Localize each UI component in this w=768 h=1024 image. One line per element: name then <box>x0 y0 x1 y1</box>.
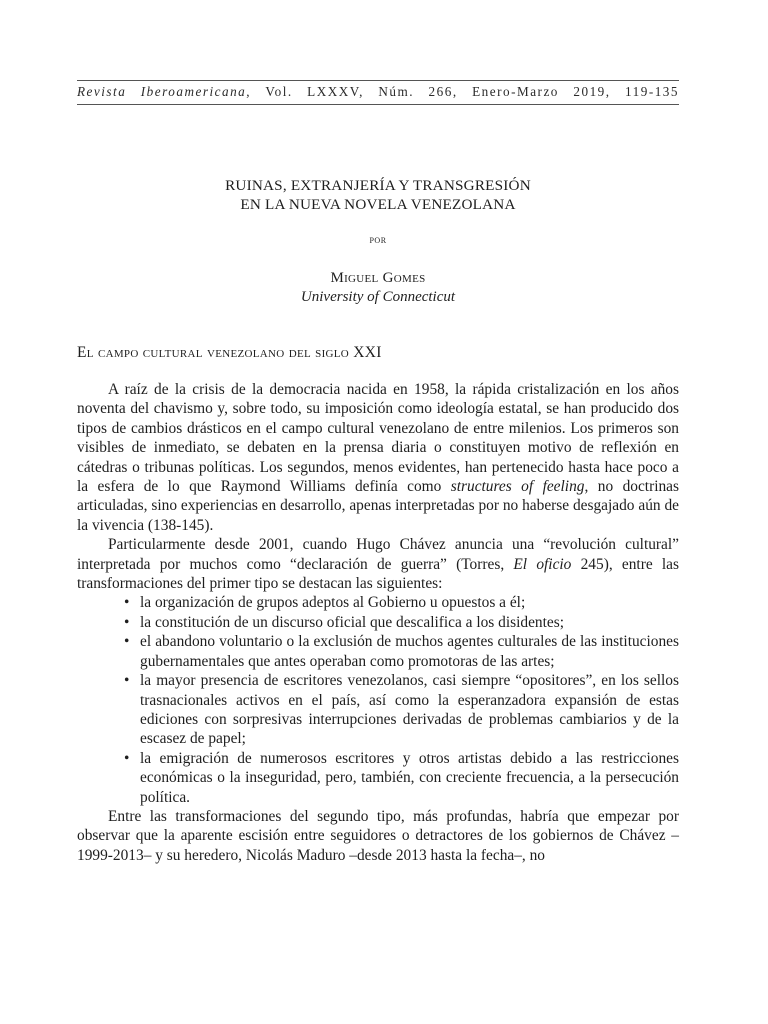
paragraph-2 <box>77 535 679 593</box>
paragraph-3: Entre las transformaciones del segundo tipo, más profundas, habría que empezar por observar que la aparente escisión entre seguidores o detractores de los gobiernos de Chávez –1999-2013– y su heredero, Nicolás Maduro –desde 2013 hasta la fecha–, no <box>77 807 679 864</box>
paragraph-2-italic: El oficio <box>513 555 572 573</box>
journal-name: Revista Iberoamericana <box>77 84 247 99</box>
issue-details: , Vol. LXXXV, Núm. 266, Enero-Marzo 2019, 119-135 <box>246 84 679 99</box>
article-body <box>77 380 679 865</box>
paragraph-2-text-b: 245), entre las transformaciones del primer tipo se destacan las siguientes: <box>77 555 679 593</box>
list-item: • la organización de grupos adeptos al Gobierno u opuestos a él; <box>140 593 679 612</box>
header-rule-bottom <box>77 104 679 105</box>
article-title <box>77 176 679 214</box>
transformations-list <box>77 593 679 806</box>
list-item: • la mayor presencia de escritores venezolanos, casi siempre “opositores”, en los sellos trasnacionales activos en el país, así como la esperanzadora expansión de estas ediciones con sorpresivas interrupciones derivadas de problemas cambiarios y de la escasez de papel; <box>140 671 679 749</box>
section-heading: El campo cultural venezolano del siglo XXI <box>77 344 382 361</box>
author-name: Miguel Gomes <box>330 270 426 286</box>
title-line-2: EN LA NUEVA NOVELA VENEZOLANA <box>240 196 516 213</box>
paragraph-1-text-b: , no doctrinas articuladas, sino experiencias en desarrollo, apenas interpretadas por no haberse desgajado aún de la vivencia (138-145). <box>77 478 679 534</box>
paragraph-1-text-a: A raíz de la crisis de la democracia nacida en 1958, la rápida cristalización en los años noventa del chavismo y, sobre todo, su imposición como ideología estatal, se han producido dos tipos de cambios drásticos en el campo cultural venezolano de entre milenios. Los primeros son visibles de inmediato, se debaten en la prensa diaria o constituyen motivo de reflexión en cátedras o tribunas políticas. Los segundos, menos evidentes, han pertenecido hasta hace poco a la esfera de lo que Raymond Williams definía como <box>77 381 679 496</box>
list-item: • la constitución de un discurso oficial que descalifica a los disidentes; <box>140 613 679 632</box>
author-affiliation: University of Connecticut <box>300 289 456 305</box>
title-line-1: RUINAS, EXTRANJERÍA Y TRANSGRESIÓN <box>225 177 531 194</box>
byline-por: por <box>369 234 387 246</box>
header-rule-top <box>77 80 679 81</box>
list-item: • la emigración de numerosos escritores y otros artistas debido a las restricciones económicas o la inseguridad, pero, también, con creciente frecuencia, a la persecución política. <box>140 749 679 807</box>
list-item: • el abandono voluntario o la exclusión de muchos agentes culturales de las instituciones gubernamentales que antes operaban como promotoras de las artes; <box>140 632 679 671</box>
running-head <box>77 84 679 100</box>
paragraph-1 <box>77 380 679 535</box>
paragraph-1-italic: structures of feeling <box>450 478 585 496</box>
paragraph-2-text-a: Particularmente desde 2001, cuando Hugo Chávez anuncia una “revolución cultural” interpretada por muchos como “declaración de guerra” (Torres, <box>77 536 679 573</box>
